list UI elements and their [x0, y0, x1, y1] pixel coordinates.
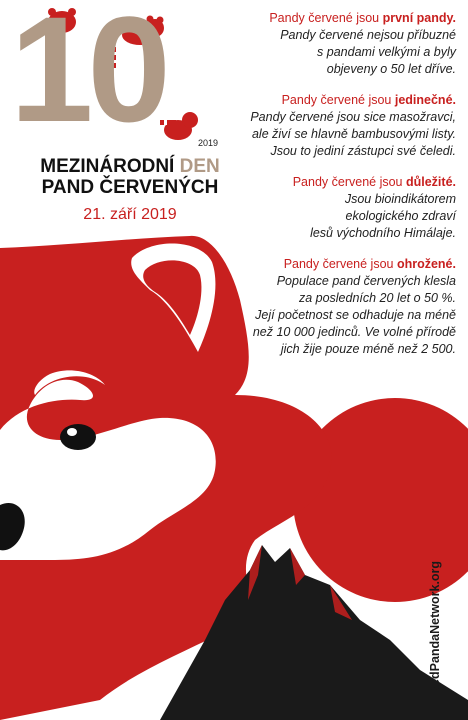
fact-head: Pandy červené jsou: [281, 93, 395, 107]
fact-line: za posledních 20 let o 50 %.: [298, 291, 456, 305]
facts-list: [240, 10, 456, 372]
fact-head-emphasis: první pandy.: [382, 11, 456, 25]
fact-line: Její početnost se odhaduje na méně: [255, 308, 456, 322]
fact-line: s pandami velkými a byly: [317, 45, 456, 59]
fact-first: [240, 10, 456, 78]
fact-endangered: [240, 256, 456, 358]
fact-head-emphasis: důležité.: [405, 175, 456, 189]
panda-eye: [60, 424, 96, 450]
fact-head: Pandy červené jsou: [292, 175, 406, 189]
fact-line: lesů východního Himálaje.: [310, 226, 456, 240]
title-line2: PAND ČERVENÝCH: [41, 177, 219, 198]
fact-line: Jsou to jediní zástupci své čeledi.: [270, 144, 456, 158]
fact-line: Pandy červené jsou sice masožravci,: [250, 110, 456, 124]
fact-head-emphasis: ohrožené.: [396, 257, 456, 271]
fact-head: Pandy červené jsou: [283, 257, 397, 271]
anniversary-year: 2019: [198, 138, 219, 148]
event-title: [10, 156, 250, 198]
fact-important: [240, 174, 456, 242]
fact-head-emphasis: jedinečné.: [394, 93, 456, 107]
fact-head: Pandy červené jsou: [269, 11, 383, 25]
event-date: 21. září 2019: [83, 206, 177, 223]
fact-line: než 10 000 jedinců. Ve volné přírodě: [252, 325, 456, 339]
fact-line: Populace pand červených klesla: [276, 274, 456, 288]
fact-line: jich žije pouze méně než 2 500.: [280, 342, 456, 356]
fact-unique: [240, 92, 456, 160]
fact-line: ekologického zdraví: [345, 209, 456, 223]
anniversary-number: [0, 0, 220, 153]
website-link[interactable]: RedPandaNetwork.org: [428, 560, 442, 695]
title-line1-a: MEZINÁRODNÍ: [40, 156, 180, 177]
anniversary-number-text: 10: [10, 0, 165, 153]
fact-line: ale živí se hlavně bambusovými listy.: [251, 127, 456, 141]
fact-line: Pandy červené nejsou příbuzné: [280, 28, 456, 42]
fact-line: objeveny o 50 let dříve.: [326, 62, 456, 76]
fact-line: Jsou bioindikátorem: [344, 192, 456, 206]
title-line1-b: DEN: [179, 156, 220, 177]
